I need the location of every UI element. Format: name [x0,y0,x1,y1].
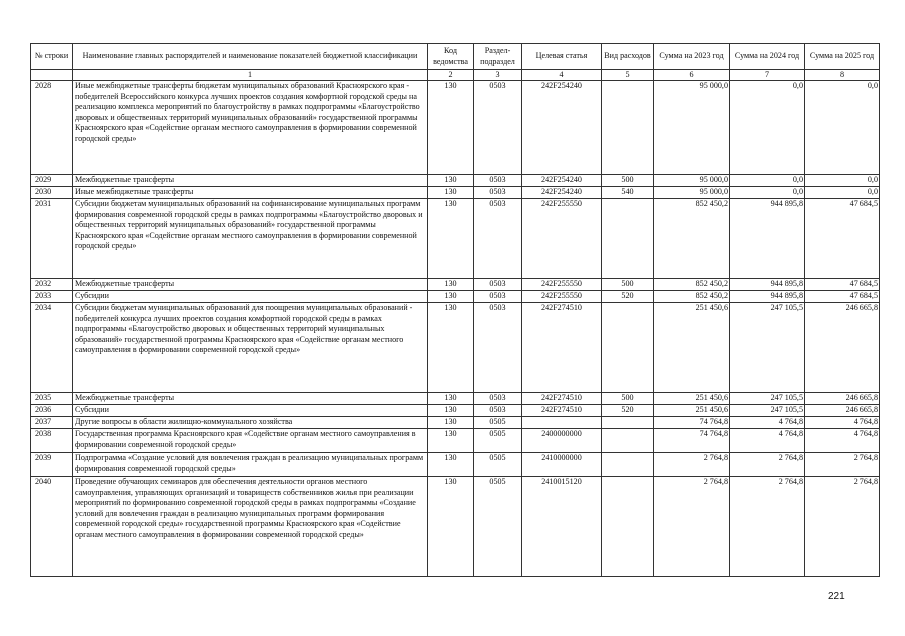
row-sum-2025: 0,0 [805,187,880,199]
row-sum-2023: 95 000,0 [654,81,730,175]
row-number: 2035 [31,393,73,405]
row-code: 130 [428,279,474,291]
table-row [31,279,880,291]
table-row [31,405,880,417]
row-section: 0505 [474,453,522,477]
row-sum-2024: 4 764,8 [730,417,805,429]
column-number: 1 [73,70,428,81]
row-number: 2031 [31,199,73,279]
header-target: Целевая статья [522,44,602,70]
row-section: 0503 [474,279,522,291]
table-row [31,199,880,279]
table-row [31,429,880,453]
row-sum-2025: 47 684,5 [805,279,880,291]
table-row [31,187,880,199]
header-section: Раздел-подраздел [474,44,522,70]
row-sum-2024: 247 105,5 [730,303,805,393]
row-target: 242F254240 [522,175,602,187]
row-kind [602,429,654,453]
row-code: 130 [428,453,474,477]
row-sum-2024: 0,0 [730,81,805,175]
row-number: 2037 [31,417,73,429]
row-sum-2023: 852 450,2 [654,199,730,279]
row-target: 242F254240 [522,187,602,199]
column-number: 5 [602,70,654,81]
row-target: 2400000000 [522,429,602,453]
table-row [31,417,880,429]
row-sum-2025: 2 764,8 [805,453,880,477]
row-sum-2023: 74 764,8 [654,429,730,453]
row-name: Проведение обучающих семинаров для обеспечения деятельности органов местного самоуправления, управляющих организаций и товариществ собственников жилья при реализации мероприятий по формированию современной городской среды в рамках подпрограммы «Создание условий для вовлечения граждан в реализацию муниципальных программ формирования современной городской среды» государственной программы Красноярского края «Содействие органам местного самоуправления в формировании современной городской среды» [73,477,428,577]
row-kind: 520 [602,291,654,303]
header-sum-2025: Сумма на 2025 год [805,44,880,70]
row-target: 242F255550 [522,279,602,291]
row-sum-2024: 944 895,8 [730,291,805,303]
table-row [31,81,880,175]
row-sum-2025: 246 665,8 [805,303,880,393]
row-section: 0505 [474,417,522,429]
row-number: 2033 [31,291,73,303]
column-number: 2 [428,70,474,81]
row-sum-2024: 4 764,8 [730,429,805,453]
row-sum-2023: 852 450,2 [654,291,730,303]
row-target: 242F254240 [522,81,602,175]
header-num: № строки [31,44,73,70]
row-sum-2024: 247 105,5 [730,393,805,405]
header-row [31,44,880,70]
row-target [522,417,602,429]
row-sum-2024: 944 895,8 [730,279,805,291]
row-section: 0503 [474,175,522,187]
row-section: 0505 [474,477,522,577]
row-sum-2023: 95 000,0 [654,187,730,199]
row-name: Иные межбюджетные трансферты бюджетам муниципальных образований Красноярского края - победителей Всероссийского конкурса лучших проектов создания комфортной городской среды на реализацию комплекса мероприятий по благоустройству в рамках подпрограммы «Благоустройство дворовых и общественных территорий муниципальных образований» государственной программы Красноярского края «Содействие органам местного самоуправления в формировании современной городской среды» [73,81,428,175]
row-target: 2410000000 [522,453,602,477]
row-kind: 540 [602,187,654,199]
header-name: Наименование главных распорядителей и наименование показателей бюджетной классификации [73,44,428,70]
header-kind: Вид расходов [602,44,654,70]
row-section: 0505 [474,429,522,453]
row-sum-2023: 251 450,6 [654,393,730,405]
row-name: Субсидии [73,291,428,303]
row-code: 130 [428,393,474,405]
row-code: 130 [428,477,474,577]
row-sum-2024: 944 895,8 [730,199,805,279]
row-code: 130 [428,429,474,453]
row-kind [602,199,654,279]
row-name: Другие вопросы в области жилищно-коммунального хозяйства [73,417,428,429]
row-code: 130 [428,81,474,175]
row-kind [602,453,654,477]
row-name: Субсидии [73,405,428,417]
table-row [31,453,880,477]
row-target: 242F274510 [522,303,602,393]
row-code: 130 [428,303,474,393]
row-name: Подпрограмма «Создание условий для вовлечения граждан в реализацию муниципальных программ формирования современной городской среды» [73,453,428,477]
row-name: Субсидии бюджетам муниципальных образований для поощрения муниципальных образований - победителей конкурса лучших проектов создания комфортной городской среды в рамках подпрограммы «Благоустройство дворовых и общественных территорий муниципальных образований» государственной программы Красноярского края «Содействие органам местного самоуправления в формировании современной городской среды» [73,303,428,393]
row-name: Государственная программа Красноярского края «Содействие органам местного самоуправления в формировании современной городской среды» [73,429,428,453]
row-sum-2023: 74 764,8 [654,417,730,429]
table-row [31,175,880,187]
row-sum-2025: 2 764,8 [805,477,880,577]
row-sum-2024: 2 764,8 [730,453,805,477]
row-code: 130 [428,175,474,187]
table-row [31,291,880,303]
column-number: 3 [474,70,522,81]
row-number: 2034 [31,303,73,393]
table-row [31,303,880,393]
row-code: 130 [428,187,474,199]
table-row [31,477,880,577]
row-section: 0503 [474,405,522,417]
row-number: 2036 [31,405,73,417]
row-sum-2023: 2 764,8 [654,453,730,477]
row-kind: 520 [602,405,654,417]
row-sum-2024: 247 105,5 [730,405,805,417]
row-section: 0503 [474,291,522,303]
row-name: Межбюджетные трансферты [73,393,428,405]
row-number: 2032 [31,279,73,291]
row-section: 0503 [474,393,522,405]
row-sum-2025: 246 665,8 [805,405,880,417]
row-section: 0503 [474,81,522,175]
row-name: Иные межбюджетные трансферты [73,187,428,199]
budget-table [30,43,880,577]
column-number: 7 [730,70,805,81]
row-kind: 500 [602,175,654,187]
row-number: 2038 [31,429,73,453]
row-kind [602,81,654,175]
row-kind [602,303,654,393]
row-number: 2040 [31,477,73,577]
row-target: 242F255550 [522,199,602,279]
row-sum-2025: 0,0 [805,81,880,175]
row-target: 242F274510 [522,405,602,417]
row-section: 0503 [474,187,522,199]
header-code: Код ведомства [428,44,474,70]
row-code: 130 [428,417,474,429]
row-sum-2023: 95 000,0 [654,175,730,187]
row-sum-2025: 47 684,5 [805,199,880,279]
row-code: 130 [428,291,474,303]
row-code: 130 [428,405,474,417]
column-number: 8 [805,70,880,81]
row-sum-2023: 852 450,2 [654,279,730,291]
row-number: 2030 [31,187,73,199]
row-code: 130 [428,199,474,279]
column-number [31,70,73,81]
row-sum-2023: 251 450,6 [654,405,730,417]
row-name: Межбюджетные трансферты [73,279,428,291]
row-name: Межбюджетные трансферты [73,175,428,187]
row-target: 242F255550 [522,291,602,303]
row-number: 2029 [31,175,73,187]
row-sum-2024: 2 764,8 [730,477,805,577]
row-sum-2023: 251 450,6 [654,303,730,393]
row-kind [602,477,654,577]
table-body [31,81,880,577]
row-sum-2025: 47 684,5 [805,291,880,303]
header-sum-2023: Сумма на 2023 год [654,44,730,70]
row-number: 2028 [31,81,73,175]
row-kind: 500 [602,279,654,291]
column-number: 4 [522,70,602,81]
row-target: 242F274510 [522,393,602,405]
header-sum-2024: Сумма на 2024 год [730,44,805,70]
row-sum-2025: 0,0 [805,175,880,187]
table-row [31,393,880,405]
column-number-row [31,70,880,81]
row-sum-2025: 4 764,8 [805,429,880,453]
row-kind: 500 [602,393,654,405]
page-number: 221 [828,591,845,602]
row-target: 2410015120 [522,477,602,577]
row-section: 0503 [474,303,522,393]
row-kind [602,417,654,429]
row-sum-2024: 0,0 [730,175,805,187]
column-number: 6 [654,70,730,81]
row-name: Субсидии бюджетам муниципальных образований на софинансирование муниципальных программ формирования современной городской среды в рамках подпрограммы «Благоустройство дворовых и общественных территорий муниципальных образований» государственной программы Красноярского края «Содействие органам местного самоуправления в формировании современной городской среды» [73,199,428,279]
row-sum-2023: 2 764,8 [654,477,730,577]
row-section: 0503 [474,199,522,279]
row-sum-2025: 4 764,8 [805,417,880,429]
row-number: 2039 [31,453,73,477]
row-sum-2025: 246 665,8 [805,393,880,405]
row-sum-2024: 0,0 [730,187,805,199]
